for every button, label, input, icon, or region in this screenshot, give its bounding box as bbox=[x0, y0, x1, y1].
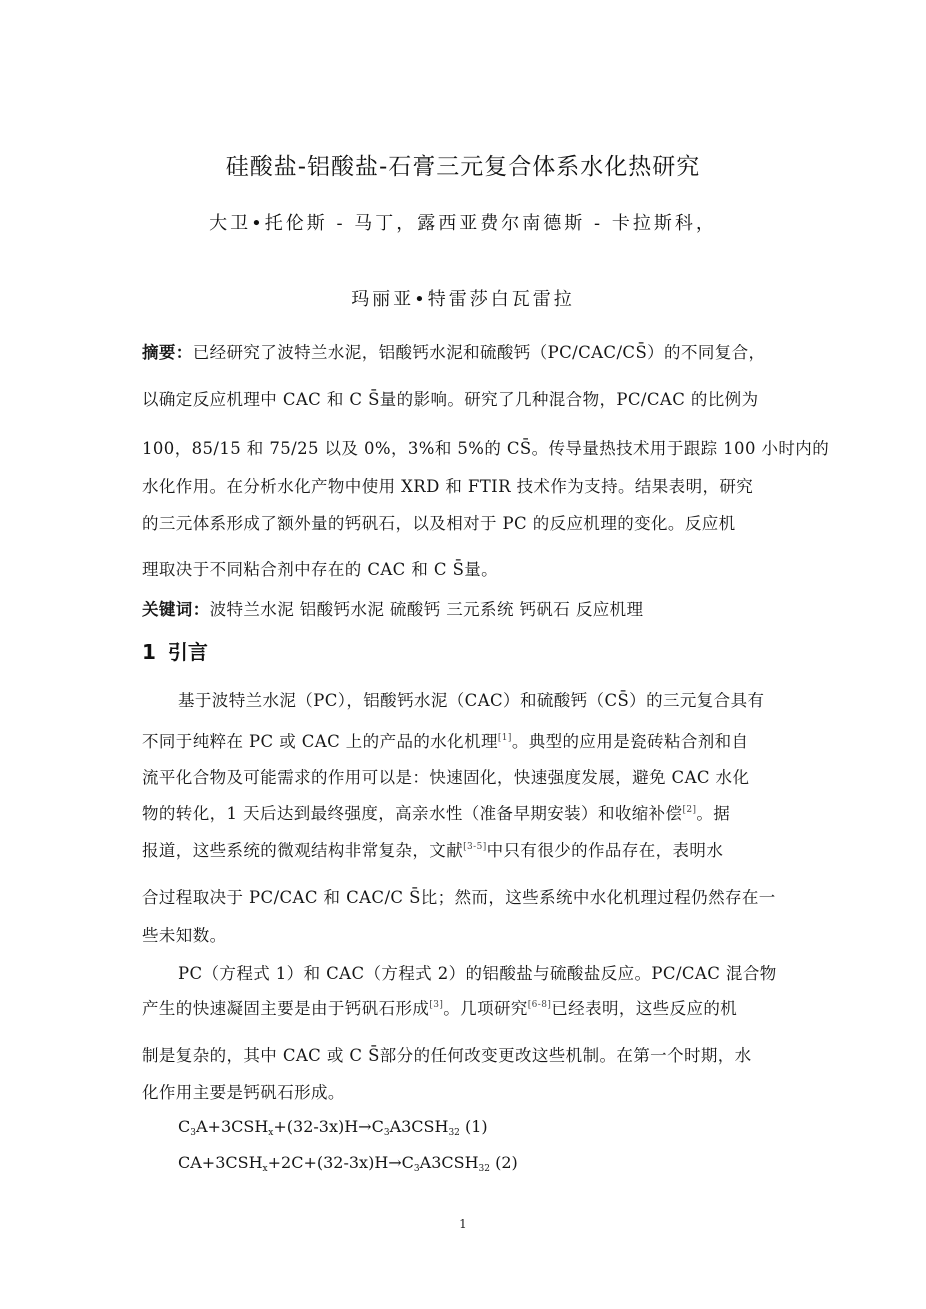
text-span: 物的转化，1 天后达到最终强度，高亲水性（准备早期安装）和收缩补偿 bbox=[142, 804, 683, 823]
paragraph-line: 化作用主要是钙矾石形成。 bbox=[142, 1083, 345, 1102]
abstract-label: 摘要： bbox=[142, 343, 193, 362]
text-span: 产生的快速凝固主要是由于钙矾石形成 bbox=[142, 999, 430, 1018]
text-span: 中只有很少的作品存在，表明水 bbox=[486, 841, 724, 860]
citation-ref: [6-8] bbox=[527, 1000, 552, 1010]
section-number: 1 bbox=[142, 640, 156, 664]
eq-subscript: x bbox=[268, 1128, 274, 1138]
paragraph-line bbox=[142, 995, 790, 1019]
page-number: 1 bbox=[459, 1217, 467, 1231]
paragraph-line: 基于波特兰水泥（PC），铝酸钙水泥（CAC）和硫酸钙（CS̄）的三元复合具有 bbox=[178, 691, 765, 710]
eq-part: +(32-3x)H→C bbox=[273, 1117, 384, 1136]
citation-ref: [2] bbox=[682, 805, 697, 815]
section-heading bbox=[142, 636, 208, 665]
paragraph-line: 合过程取决于 PC/CAC 和 CAC/C S̄比；然而，这些系统中水化机理过程仍然存在一 bbox=[142, 888, 776, 907]
text-span: 。典型的应用是瓷砖粘合剂和自 bbox=[511, 732, 749, 751]
paragraph-line bbox=[142, 800, 790, 824]
text-span: 。几项研究 bbox=[443, 999, 528, 1018]
eq-subscript: 3 bbox=[383, 1128, 390, 1138]
text-span: 。据 bbox=[696, 804, 731, 823]
keywords-label: 关键词： bbox=[142, 600, 210, 619]
abstract-text: 已经研究了波特兰水泥，铝酸钙水泥和硫酸钙（PC/CAC/CS̄）的不同复合， bbox=[192, 343, 766, 362]
authors-line-2: 玛丽亚•特雷莎白瓦雷拉 bbox=[351, 289, 575, 310]
keywords-text: 波特兰水泥 铝酸钙水泥 硫酸钙 三元系统 钙矾石 反应机理 bbox=[209, 600, 644, 619]
eq-subscript: x bbox=[262, 1164, 268, 1174]
text-span: 已经表明，这些反应的机 bbox=[551, 999, 738, 1018]
eq-part: C bbox=[178, 1117, 191, 1136]
equation-number: (1) bbox=[465, 1117, 488, 1136]
paragraph-line bbox=[142, 728, 790, 752]
paragraph-line: 流平化合物及可能需求的作用可以是：快速固化，快速强度发展，避免 CAC 水化 bbox=[142, 768, 750, 787]
authors-line-1: 大卫•托伦斯 - 马丁，露西亚费尔南德斯 - 卡拉斯科， bbox=[209, 213, 717, 234]
section-title: 引言 bbox=[167, 640, 208, 664]
paragraph-line: 制是复杂的，其中 CAC 或 C S̄部分的任何改变更改这些机制。在第一个时期，水 bbox=[142, 1046, 752, 1065]
abstract-line: 水化作用。在分析水化产物中使用 XRD 和 FTIR 技术作为支持。结果表明，研究 bbox=[142, 477, 754, 496]
citation-ref: [3-5] bbox=[463, 842, 487, 852]
equation-1 bbox=[178, 1117, 488, 1136]
abstract-line: 理取决于不同粘合剂中存在的 CAC 和 C S̄量。 bbox=[142, 560, 499, 579]
paragraph-line: PC（方程式 1）和 CAC（方程式 2）的铝酸盐与硫酸盐反应。PC/CAC 混合物 bbox=[178, 964, 777, 983]
eq-subscript: 32 bbox=[448, 1128, 460, 1138]
equation-number: (2) bbox=[495, 1153, 518, 1172]
text-span: 不同于纯粹在 PC 或 CAC 上的产品的水化机理 bbox=[142, 732, 498, 751]
abstract-line: 的三元体系形成了额外量的钙矾石，以及相对于 PC 的反应机理的变化。反应机 bbox=[142, 514, 736, 533]
paragraph-line bbox=[142, 837, 790, 861]
eq-part: CA+3CSH bbox=[178, 1153, 263, 1172]
abstract-line bbox=[142, 339, 790, 363]
eq-part: A+3CSH bbox=[195, 1117, 269, 1136]
paragraph-line: 些未知数。 bbox=[142, 926, 227, 945]
citation-ref: [1] bbox=[497, 733, 512, 743]
abstract-line: 100，85/15 和 75/25 以及 0%，3%和 5%的 CS̄。传导量热技术用于跟踪 100 小时内的 bbox=[142, 439, 830, 458]
keywords-line bbox=[142, 596, 790, 620]
eq-part: A3CSH bbox=[389, 1117, 449, 1136]
eq-part: +2C+(32-3x)H→C bbox=[267, 1153, 414, 1172]
text-span: 报道，这些系统的微观结构非常复杂，文献 bbox=[142, 841, 464, 860]
eq-part: A3CSH bbox=[419, 1153, 479, 1172]
eq-subscript: 3 bbox=[413, 1164, 420, 1174]
equation-2 bbox=[178, 1153, 518, 1172]
eq-subscript: 3 bbox=[190, 1128, 196, 1138]
paper-title: 硅酸盐-铝酸盐-石膏三元复合体系水化热研究 bbox=[225, 154, 701, 180]
abstract-line: 以确定反应机理中 CAC 和 C S̄量的影响。研究了几种混合物，PC/CAC 的比例为 bbox=[142, 390, 759, 409]
citation-ref: [3] bbox=[429, 1000, 444, 1010]
eq-subscript: 32 bbox=[478, 1164, 490, 1174]
